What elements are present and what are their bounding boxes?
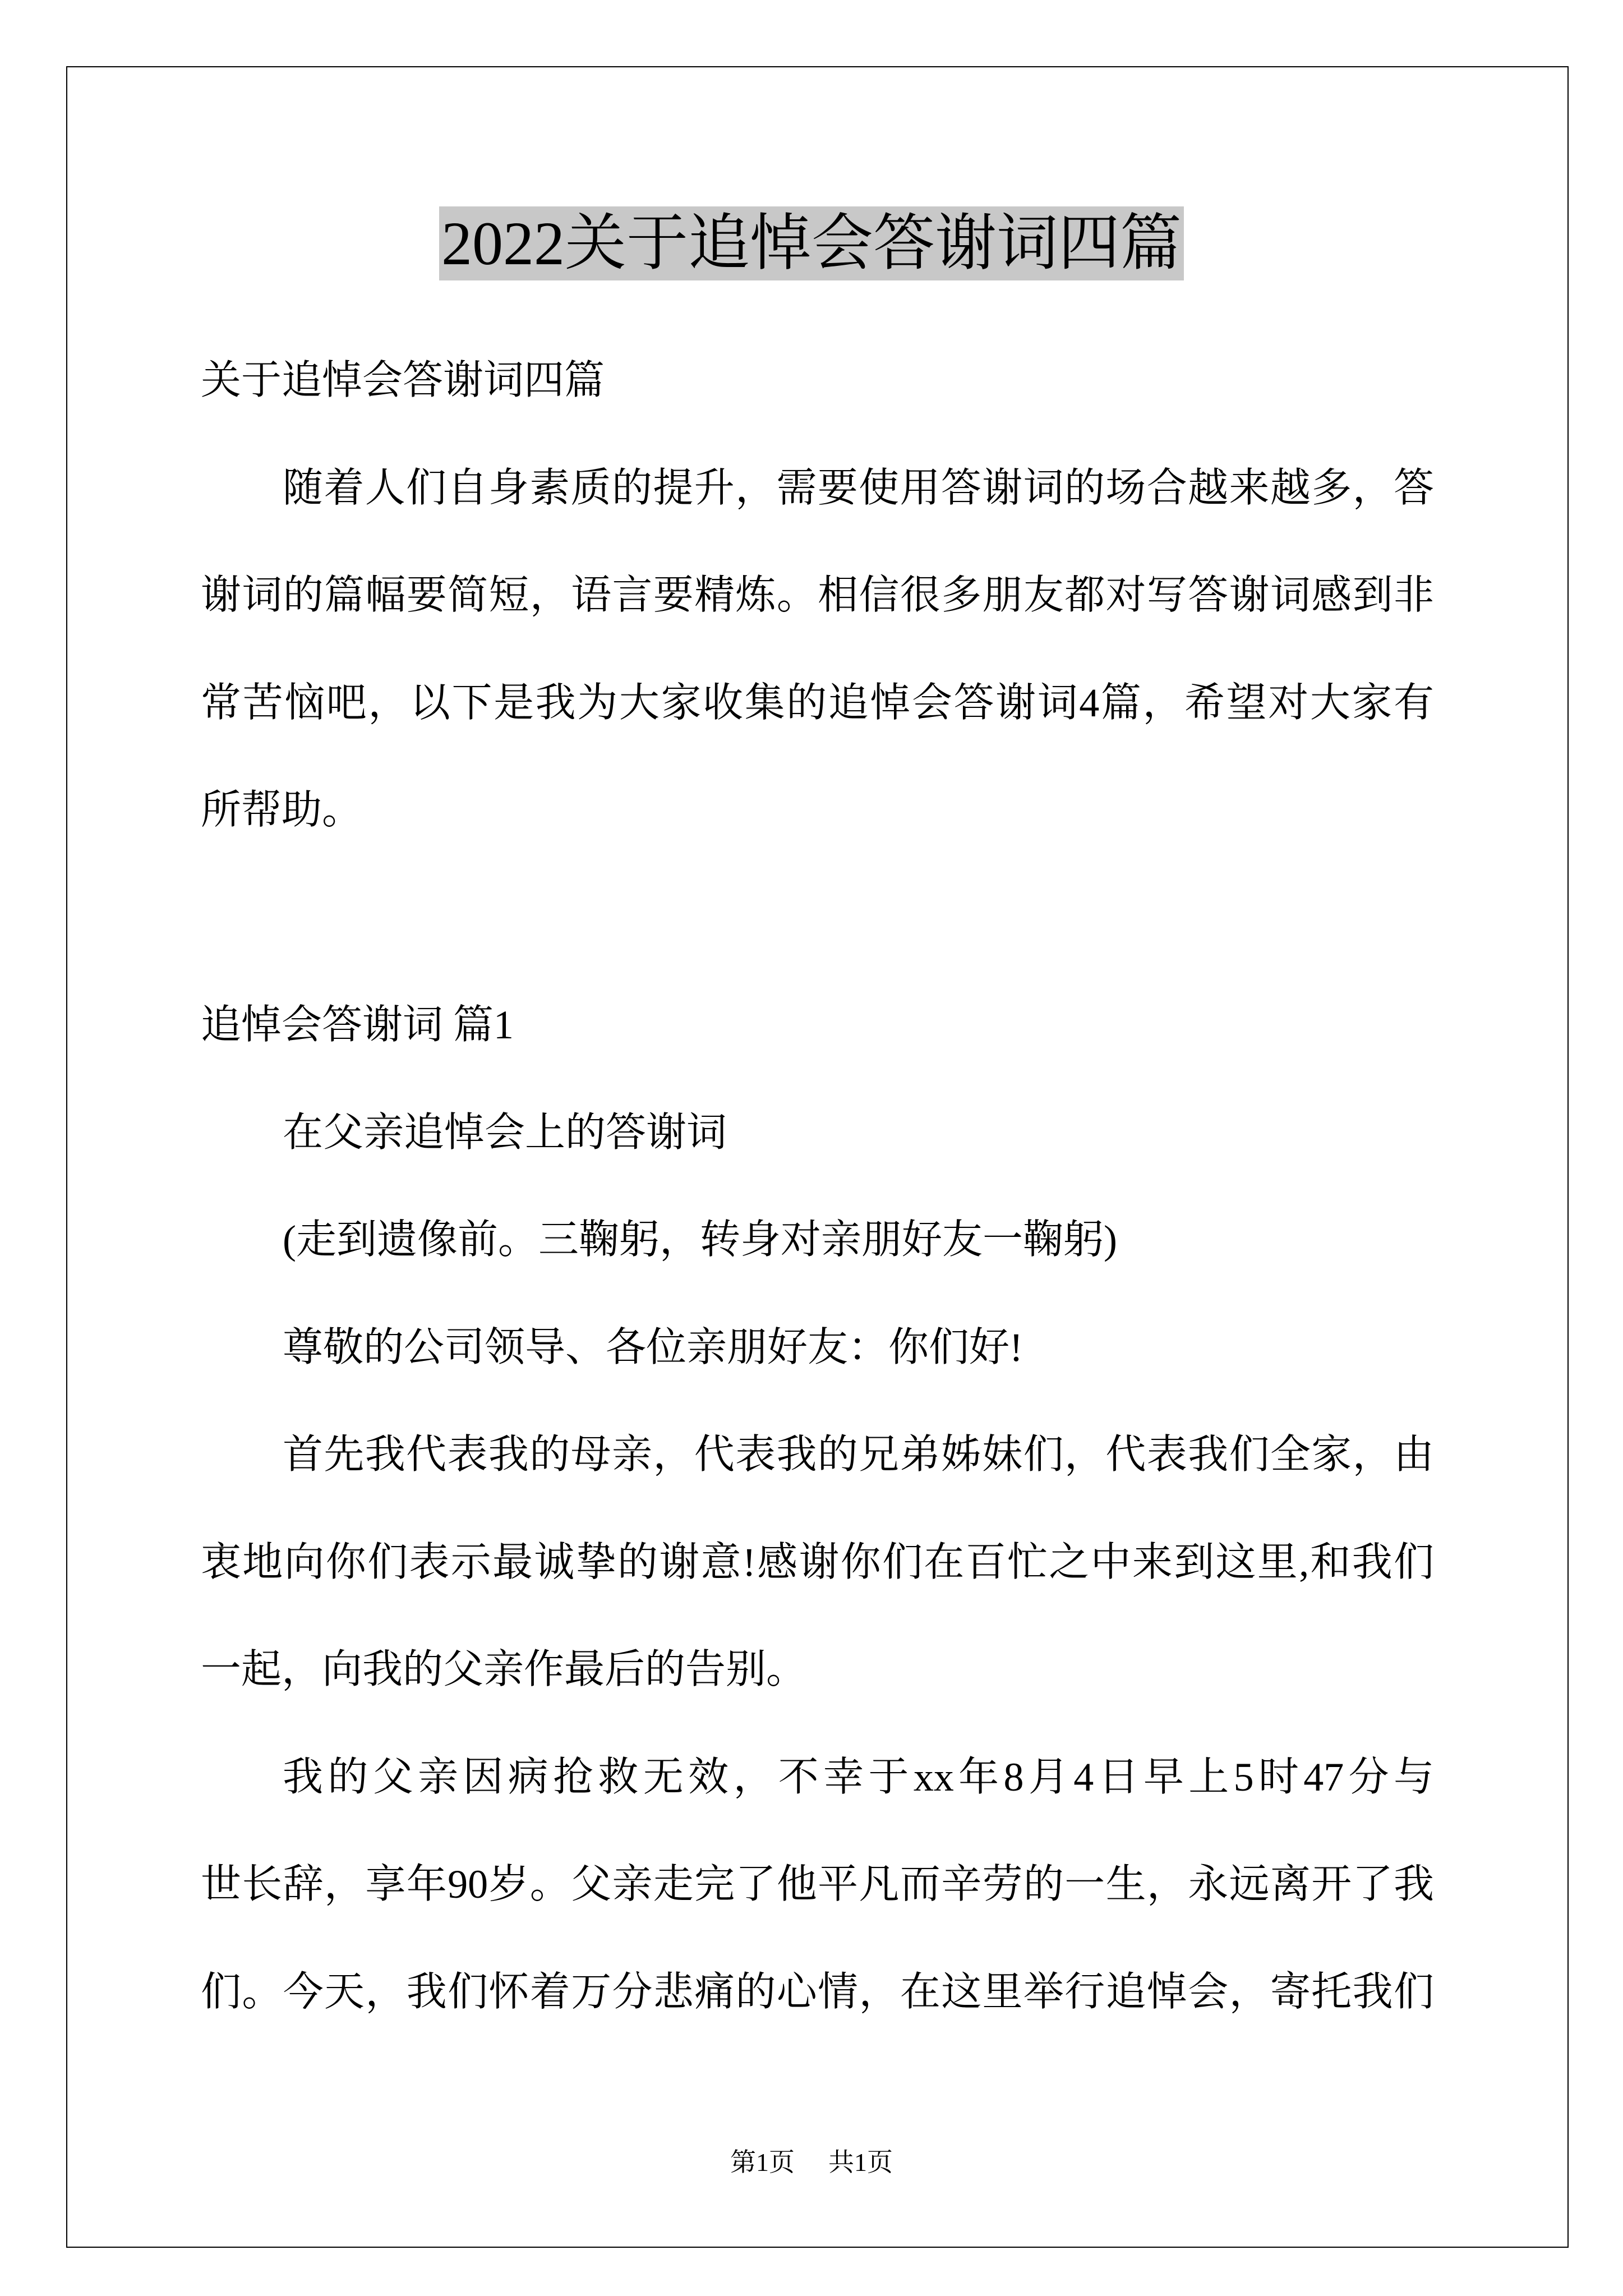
subtitle: 关于追悼会答谢词四篇 [201,358,605,403]
speech-title: 在父亲追悼会上的答谢词 [283,1110,727,1155]
section-heading: 追悼会答谢词 篇1 [201,1002,514,1047]
page-total: 共1页 [828,2148,893,2177]
body-paragraph-2 [201,1724,1434,2046]
page-footer [0,2143,1623,2182]
title-block [0,206,1623,280]
document-title: 2022关于追悼会答谢词四篇 [439,206,1184,280]
document-body [201,327,1434,2046]
paragraph-line: 我的父亲因病抢救无效，不幸于xx年8月4日早上5时47分与 [283,1754,1434,1800]
paragraph-line: 所帮助。 [201,788,363,832]
paragraph-line: 随着人们自身素质的提升，需要使用答谢词的场合越来越多，答 [283,465,1434,510]
paragraph-line: 首先我代表我的母亲，代表我的兄弟姊妹们，代表我们全家，由 [283,1432,1434,1477]
paragraph-line: 常苦恼吧，以下是我为大家收集的追悼会答谢词4篇，希望对大家有 [201,680,1434,725]
salutation: 尊敬的公司领导、各位亲朋好友：你们好! [283,1324,1023,1370]
paragraph-line: 一起，向我的父亲作最后的告别。 [201,1647,807,1692]
paragraph-line: 们。今天，我们怀着万分悲痛的心情，在这里举行追悼会，寄托我们 [201,1969,1434,2014]
paragraph-line: 世长辞，享年90岁。父亲走完了他平凡而辛劳的一生，永远离开了我 [201,1862,1434,1907]
intro-paragraph [201,435,1434,864]
stage-direction: (走到遗像前。三鞠躬，转身对亲朋好友一鞠躬) [283,1217,1117,1262]
page-number: 第1页 [730,2148,795,2177]
body-paragraph-1 [201,1401,1434,1724]
paragraph-line: 谢词的篇幅要简短，语言要精炼。相信很多朋友都对写答谢词感到非 [201,573,1434,618]
paragraph-line: 衷地向你们表示最诚挚的谢意!感谢你们在百忙之中来到这里,和我们 [201,1539,1434,1585]
